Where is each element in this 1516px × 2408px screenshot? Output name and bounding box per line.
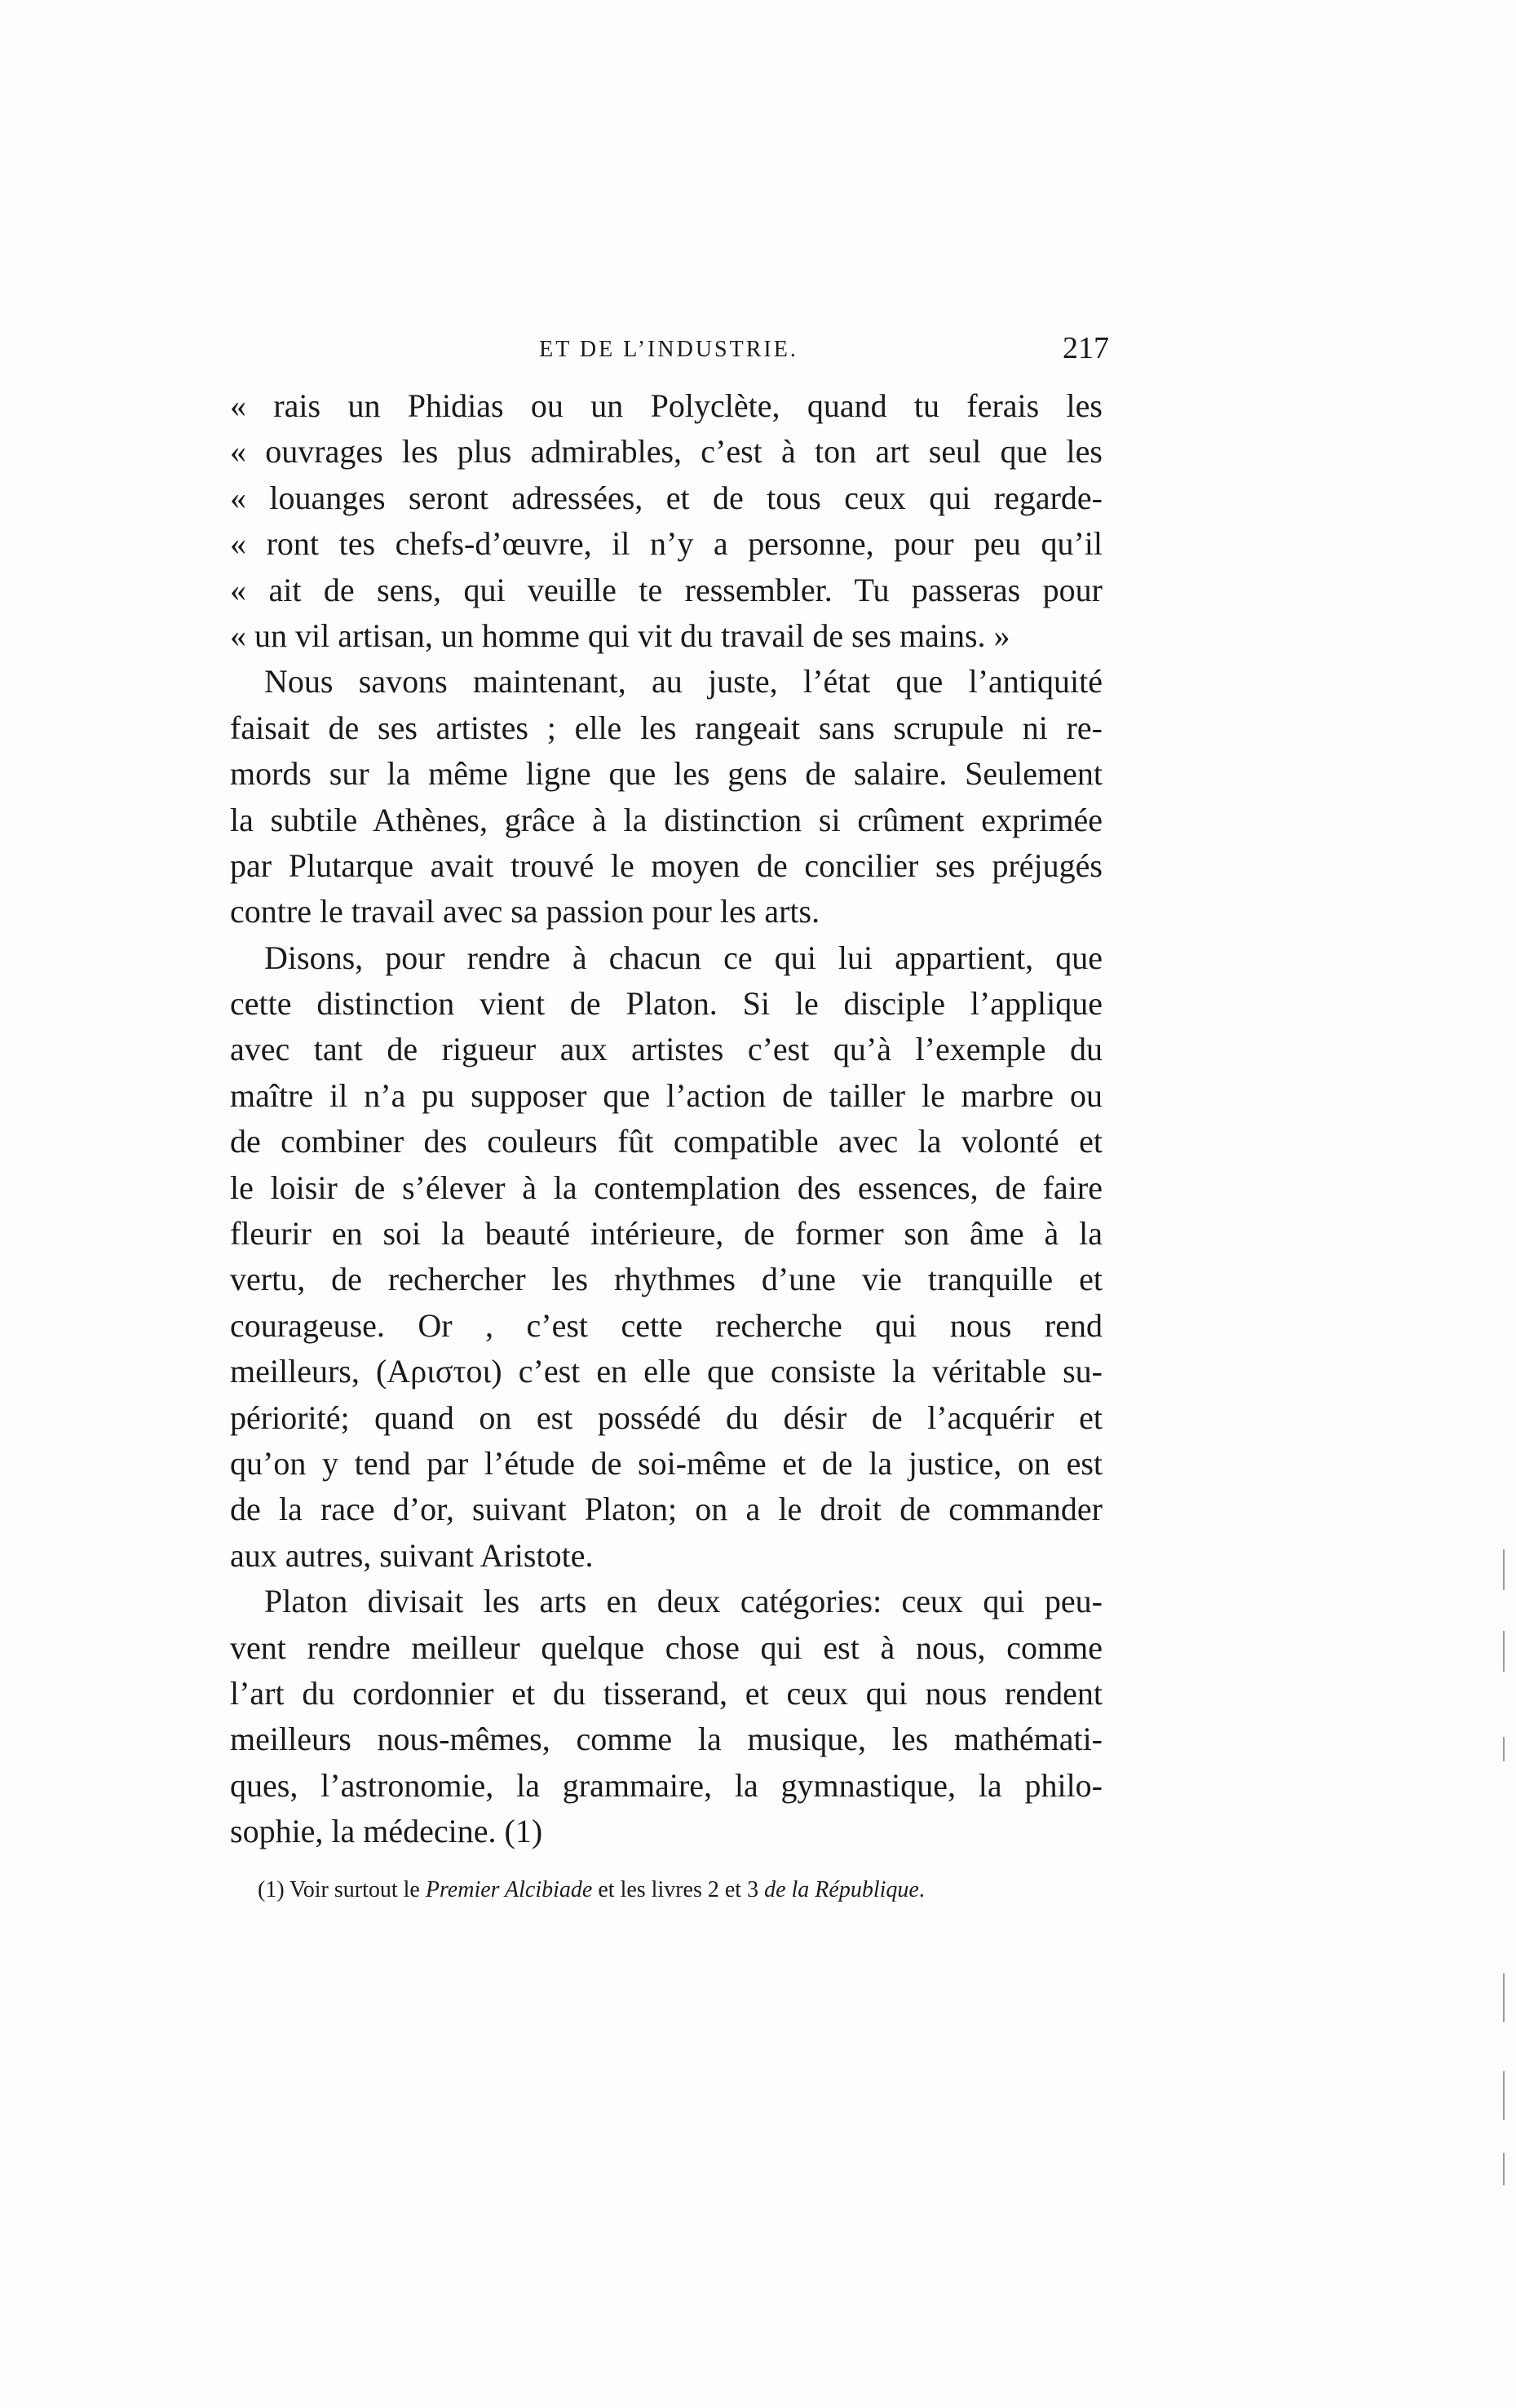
footnote-title-republique: de la République	[764, 1877, 919, 1902]
text-line: « ouvrages les plus admirables, c’est à ton art seul que les	[230, 433, 1103, 471]
running-head: ET DE L’INDUSTRIE.	[539, 337, 798, 362]
scan-artifact	[1503, 1631, 1505, 1672]
scan-artifact	[1503, 1737, 1505, 1761]
scan-artifact	[1503, 2153, 1505, 2185]
scan-artifact	[1503, 1973, 1505, 2022]
text-line: périorité; quand on est possédé du désir de l’acquérir et	[230, 1398, 1103, 1436]
text-line: vent rendre meilleur quelque chose qui est à nous, comme	[230, 1628, 1103, 1666]
page-header	[228, 330, 1109, 371]
text-line: meilleurs, (Αριστοι) c’est en elle que consiste la véritable su-	[230, 1353, 1103, 1390]
footnote-title-alcibiade: Premier Alcibiade	[425, 1877, 593, 1902]
text-line: « ait de sens, qui veuille te ressembler. Tu passeras pour	[230, 571, 1103, 608]
text-line: qu’on y tend par l’étude de soi-même et de la justice, on est	[230, 1444, 1103, 1482]
page-number: 217	[1063, 331, 1109, 365]
text-line: contre le travail avec sa passion pour les arts.	[230, 893, 820, 930]
text-line: sophie, la médecine. (1)	[230, 1813, 543, 1850]
text-line: courageuse. Or , c’est cette recherche qui nous rend	[230, 1306, 1103, 1344]
text-line: maître il n’a pu supposer que l’action de tailler le marbre ou	[230, 1076, 1103, 1114]
text-line: faisait de ses artistes ; elle les rangeait sans scrupule ni re-	[230, 709, 1103, 746]
text-line: meilleurs nous-mêmes, comme la musique, les mathémati-	[230, 1721, 1103, 1758]
text-line: mords sur la même ligne que les gens de salaire. Seulement	[230, 755, 1103, 793]
footnote	[258, 1874, 1098, 1907]
text-line: de la race d’or, suivant Platon; on a le droit de commander	[230, 1491, 1103, 1528]
text-line: Platon divisait les arts en deux catégories: ceux qui peu-	[264, 1583, 1103, 1620]
text-line: avec tant de rigueur aux artistes c’est qu’à l’exemple du	[230, 1031, 1103, 1068]
text-line: de combiner des couleurs fût compatible avec la volonté et	[230, 1123, 1103, 1160]
footnote-end: .	[918, 1877, 925, 1902]
body-text	[230, 383, 1103, 1855]
text-line: l’art du cordonnier et du tisserand, et ceux qui nous rendent	[230, 1674, 1103, 1712]
text-line: Disons, pour rendre à chacun ce qui lui appartient, que	[264, 939, 1103, 976]
scan-artifact	[1503, 2071, 1505, 2120]
footnote-middle: et les livres 2 et 3	[592, 1877, 765, 1902]
text-line: « ront tes chefs-d’œuvre, il n’y a personne, pour peu qu’il	[230, 525, 1103, 563]
text-line: fleurir en soi la beauté intérieure, de former son âme à la	[230, 1215, 1103, 1253]
text-line: « rais un Phidias ou un Polyclète, quand tu ferais les	[230, 387, 1103, 424]
scan-artifact	[1503, 1549, 1505, 1590]
text-line: vertu, de rechercher les rhythmes d’une vie tranquille et	[230, 1261, 1103, 1298]
text-line: par Plutarque avait trouvé le moyen de concilier ses préjugés	[230, 846, 1103, 884]
footnote-marker: (1) Voir surtout le	[258, 1877, 426, 1902]
text-line: cette distinction vient de Platon. Si le disciple l’applique	[230, 985, 1103, 1023]
text-line: le loisir de s’élever à la contemplation des essences, de faire	[230, 1169, 1103, 1206]
text-line: la subtile Athènes, grâce à la distinction si crûment exprimée	[230, 801, 1103, 838]
text-line: aux autres, suivant Aristote.	[230, 1536, 594, 1574]
text-line: ques, l’astronomie, la grammaire, la gymnastique, la philo-	[230, 1766, 1103, 1804]
text-line: Nous savons maintenant, au juste, l’état que l’antiquité	[264, 663, 1103, 700]
text-line: « un vil artisan, un homme qui vit du travail de ses mains. »	[230, 616, 1010, 654]
text-line: « louanges seront adressées, et de tous ceux qui regarde-	[230, 479, 1103, 516]
